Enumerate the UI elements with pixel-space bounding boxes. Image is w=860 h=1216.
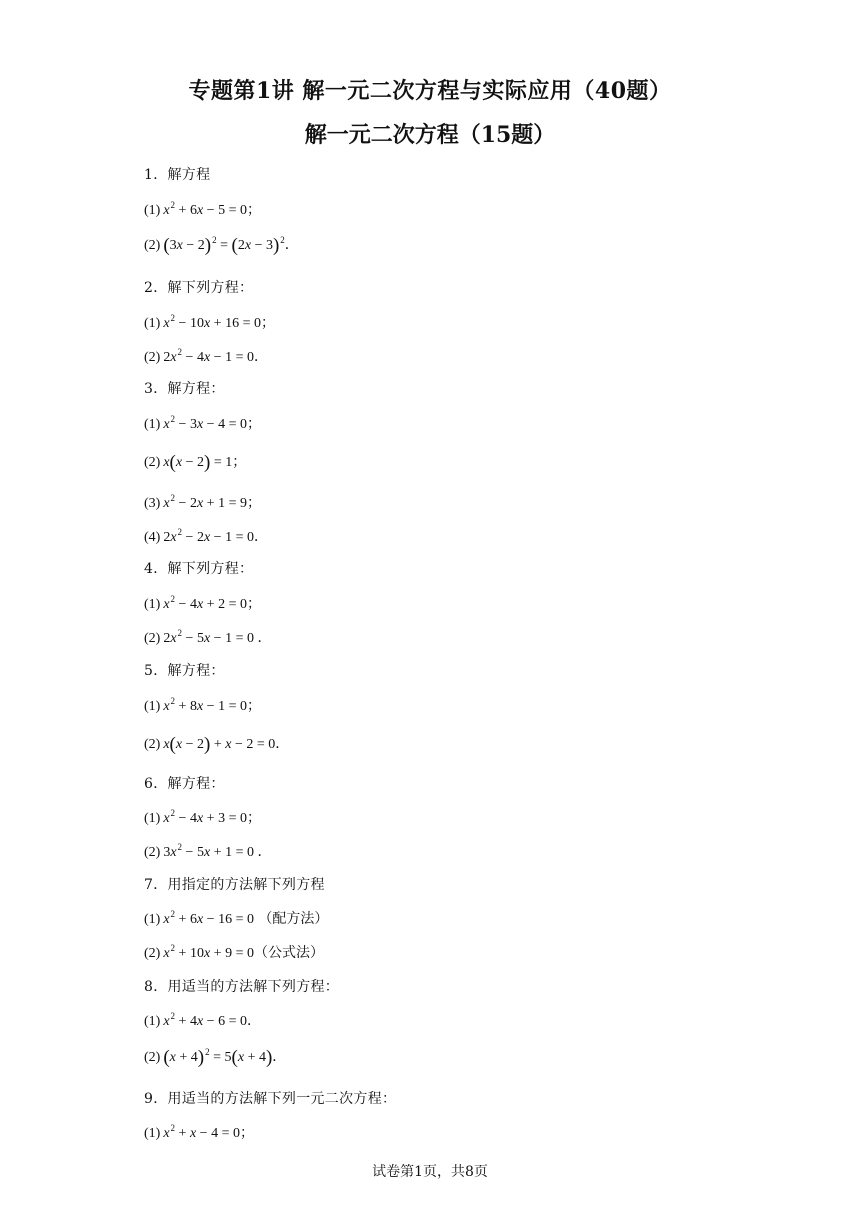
question-3-part-3: (3) $x^2 - 2x + 1 = 9$； — [144, 493, 261, 511]
question-1-prompt: 1．解方程 — [144, 167, 211, 183]
question-6-prompt: 6．解方程： — [144, 776, 225, 792]
question-1-part-2: (2) $(3x - 2)^2 = (2x - 3)^2$． — [144, 235, 299, 256]
page-footer: 试卷第1页，共8页 — [372, 1164, 488, 1180]
question-7-part-2: (2) $x^2 + 10x + 9 = 0$（公式法） — [144, 943, 324, 961]
question-3-part-2: (2) x(x − 2) = 1； — [144, 452, 247, 473]
question-3-part-4: (4) $2x^2 - 2x - 1 = 0$． — [144, 527, 268, 545]
question-6-part-2: (2) $3x^2 - 5x + 1 = 0$ ． — [144, 842, 272, 860]
question-4-part-2: (2) $2x^2 - 5x - 1 = 0$ ． — [144, 628, 272, 646]
question-5-part-2: (2) x(x − 2) + x − 2 = 0． — [144, 734, 290, 755]
question-4-part-1: (1) $x^2 - 4x + 2 = 0$； — [144, 594, 261, 612]
question-7-part-1: (1) $x^2 + 6x - 16 = 0$ （配方法） — [144, 909, 329, 927]
question-5-part-1: (1) $x^2 + 8x - 1 = 0$； — [144, 696, 261, 714]
question-8-part-2: (2) $(x + 4)^2 = 5(x + 4)$． — [144, 1047, 287, 1068]
question-1-part-1: (1) $x^2 + 6x - 5 = 0$； — [144, 200, 261, 218]
question-9-part-1: (1) $x^2 + x - 4 = 0$； — [144, 1123, 254, 1141]
question-3-prompt: 3．解方程： — [144, 381, 225, 397]
question-6-part-1: (1) $x^2 - 4x + 3 = 0$； — [144, 808, 261, 826]
question-7-prompt: 7．用指定的方法解下列方程 — [144, 877, 325, 893]
question-8-prompt: 8．用适当的方法解下列方程： — [144, 979, 340, 995]
question-9-prompt: 9．用适当的方法解下列一元二次方程： — [144, 1091, 397, 1107]
question-5-prompt: 5．解方程： — [144, 663, 225, 679]
question-2-prompt: 2．解下列方程： — [144, 280, 254, 296]
question-2-part-1: (1) $x^2 - 10x + 16 = 0$； — [144, 313, 275, 331]
page-title: 专题第1讲 解一元二次方程与实际应用（40题） — [188, 78, 672, 104]
method-note: （配方法） — [258, 911, 329, 927]
question-8-part-1: (1) $x^2 + 4x - 6 = 0$． — [144, 1011, 261, 1029]
question-3-part-1: (1) $x^2 - 3x - 4 = 0$； — [144, 414, 261, 432]
question-4-prompt: 4．解下列方程： — [144, 561, 254, 577]
method-note: （公式法） — [253, 945, 324, 961]
question-2-part-2: (2) $2x^2 - 4x - 1 = 0$． — [144, 347, 268, 365]
section-title: 解一元二次方程（15题） — [304, 122, 556, 148]
